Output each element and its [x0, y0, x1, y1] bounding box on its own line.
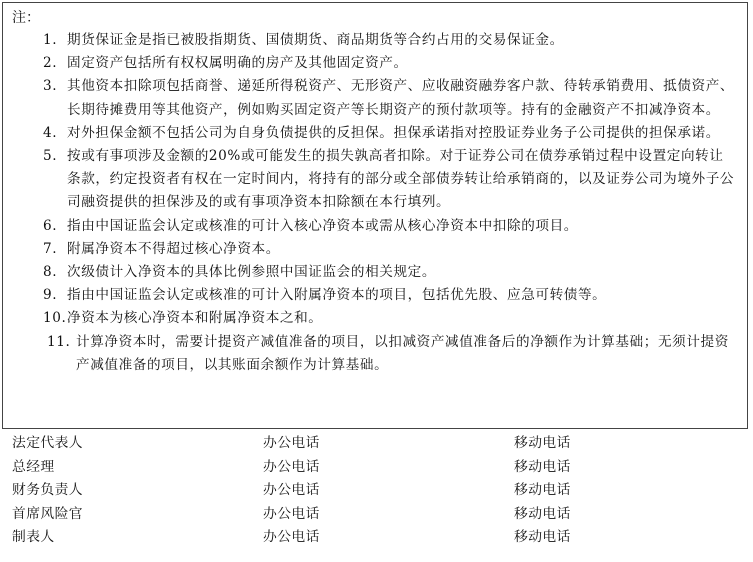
note-item-3: [3, 75, 747, 121]
note-number: 4.: [43, 124, 58, 141]
role-label: 总经理: [12, 458, 55, 475]
notes-title: 注：: [12, 10, 40, 26]
note-item-7: [3, 238, 747, 261]
note-number: 11.: [47, 333, 71, 350]
note-item-1: [3, 29, 747, 52]
office-phone-label: 办公电话: [263, 482, 320, 498]
note-text: 期货保证金是指已被股指期货、国债期货、商品期货等合约占用的交易保证金。: [67, 32, 564, 48]
note-text: 指由中国证监会认定或核准的可计入核心净资本或需从核心净资本中扣除的项目。: [67, 217, 578, 234]
note-item-4: [3, 122, 747, 145]
note-number: 1.: [43, 32, 58, 48]
note-item-5: [3, 145, 747, 215]
role-label: 制表人: [12, 529, 55, 545]
note-text: 附属净资本不得超过核心净资本。: [67, 240, 280, 257]
note-number: 6.: [43, 217, 58, 234]
mobile-phone-label: 移动电话: [514, 529, 571, 545]
role-label: 首席风险官: [12, 505, 83, 522]
office-phone-label: 办公电话: [263, 529, 320, 545]
office-phone-label: 办公电话: [263, 505, 320, 522]
note-item-10: [3, 307, 747, 330]
note-text: 固定资产包括所有权权属明确的房产及其他固定资产。: [67, 55, 408, 72]
note-text: 其他资本扣除项包括商誉、递延所得税资产、无形资产、应收融资融券客户款、待转承销费用、抵债资产、长期待摊费用等其他资产，例如购买固定资产等长期资产的预付款项等。持有的金融资产不扣减净资本。: [67, 78, 735, 118]
note-list: [3, 29, 747, 377]
note-item-11: [3, 331, 747, 377]
note-number: 10.: [43, 310, 67, 327]
note-item-9: [3, 284, 747, 307]
note-number: 9.: [43, 287, 58, 304]
note-text: 对外担保金额不包括公司为自身负债提供的反担保。担保承诺指对控股证券业务子公司提供的担保承诺。: [67, 124, 720, 141]
note-item-6: [3, 215, 747, 238]
note-text: 次级债计入净资本的具体比例参照中国证监会的相关规定。: [67, 264, 437, 281]
footer-row-chief-risk-officer: [0, 503, 753, 527]
notes-box: [2, 2, 748, 429]
office-phone-label: 办公电话: [263, 458, 320, 475]
footer-row-cfo: [0, 479, 753, 503]
note-text: 按或有事项涉及金额的20%或可能发生的损失孰高者扣除。对于证券公司在债券承销过程中设置定向转让条款，约定投资者有权在一定时间内，将持有的部分或全部债券转让给承销商的，以及证券公司为境外子公司融资提供的担保涉及的或有事项净资本扣除额在本行填列。: [67, 148, 735, 211]
office-phone-label: 办公电话: [263, 435, 320, 451]
role-label: 法定代表人: [12, 435, 83, 451]
note-text: 指由中国证监会认定或核准的可计入附属净资本的项目，包括优先股、应急可转债等。: [67, 287, 607, 304]
signature-footer: [0, 432, 753, 550]
note-number: 7.: [43, 240, 58, 257]
footer-row-preparer: [0, 526, 753, 550]
footer-row-general-manager: [0, 456, 753, 480]
mobile-phone-label: 移动电话: [514, 505, 571, 522]
mobile-phone-label: 移动电话: [514, 458, 571, 475]
note-text: 净资本为核心净资本和附属净资本之和。: [67, 310, 323, 327]
mobile-phone-label: 移动电话: [514, 482, 571, 498]
role-label: 财务负责人: [12, 482, 83, 498]
note-item-2: [3, 52, 747, 75]
footer-row-legal-representative: [0, 432, 753, 456]
note-number: 8.: [43, 264, 58, 281]
note-number: 2.: [43, 55, 58, 72]
mobile-phone-label: 移动电话: [514, 435, 571, 451]
note-number: 3.: [43, 78, 58, 95]
note-item-8: [3, 261, 747, 284]
note-number: 5.: [43, 148, 58, 165]
note-text: 计算净资本时，需要计提资产减值准备的项目，以扣减资产减值准备后的净额作为计算基础；无须计提资产减值准备的项目，以其账面余额作为计算基础。: [76, 333, 729, 373]
